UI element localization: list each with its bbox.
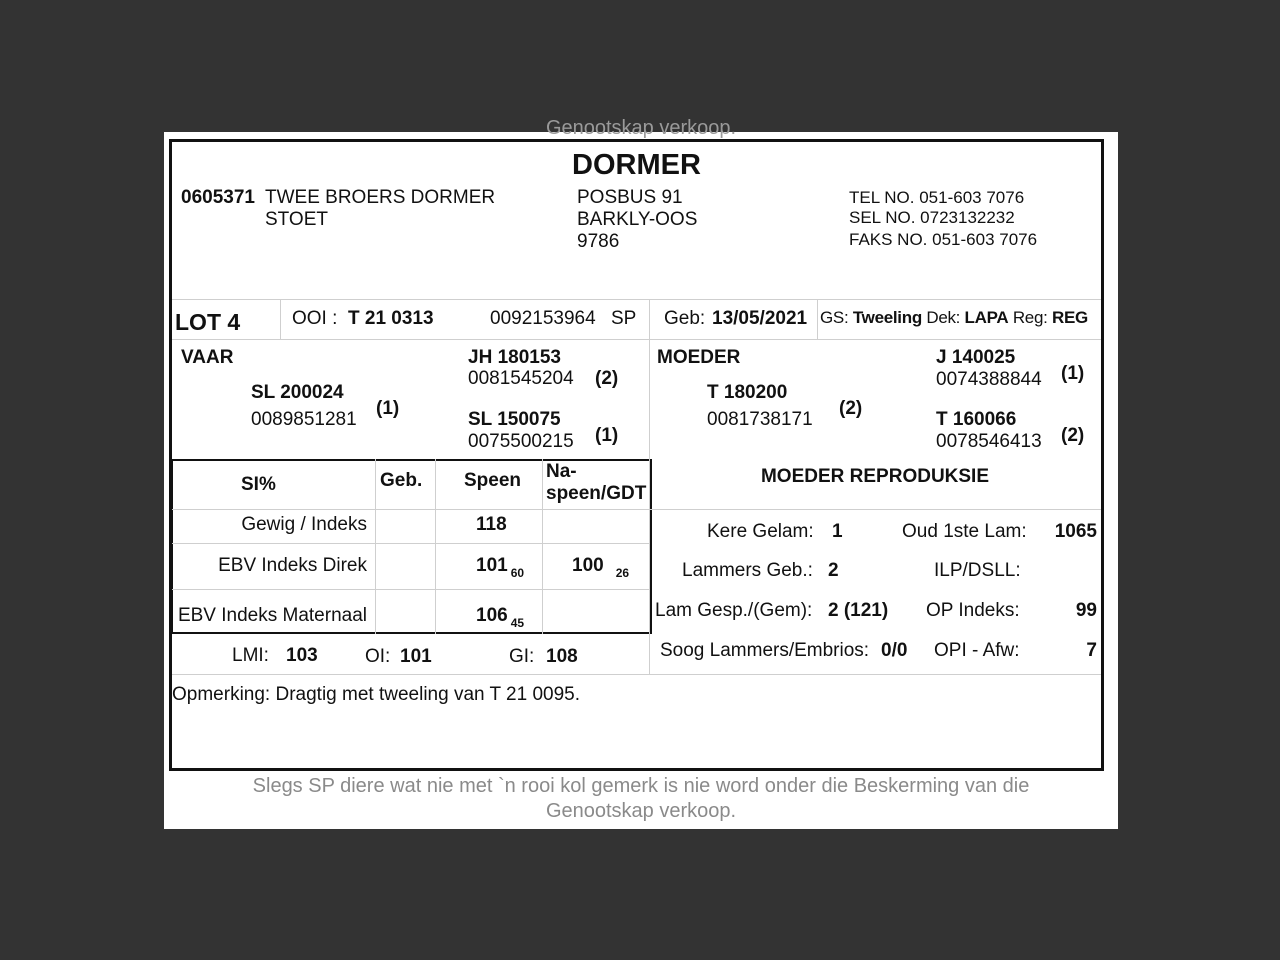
- gs-dek-reg: [820, 307, 1088, 329]
- address-line1: POSBUS 91: [577, 187, 683, 208]
- dek-value: LAPA: [964, 308, 1009, 327]
- opi-afw-label: OPI - Afw:: [934, 640, 1020, 661]
- id-number: 0092153964: [490, 308, 596, 329]
- breed-title: DORMER: [572, 149, 701, 181]
- divider: [435, 459, 436, 634]
- remark: Opmerking: Dragtig met tweeling van T 21 0095.: [172, 684, 581, 705]
- soog-label: Soog Lammers/Embrios:: [660, 640, 870, 661]
- divider: [649, 299, 650, 459]
- ooi-label: OOI :: [292, 308, 338, 329]
- divider: [172, 543, 649, 544]
- maternaal-speen-sub: 45: [510, 616, 525, 630]
- oi-label: OI:: [365, 646, 391, 667]
- op-indeks-label: OP Indeks:: [926, 600, 1020, 621]
- dam-number: 0081738171: [707, 409, 813, 430]
- sire-dam-number: 0075500215: [468, 431, 574, 452]
- dam-id: T 180200: [707, 382, 788, 403]
- sire-id: SL 200024: [251, 382, 344, 403]
- row-label-gewig: Gewig / Indeks: [241, 514, 367, 535]
- direk-speen-sub: 60: [510, 566, 525, 580]
- direk-speen: 101: [476, 555, 508, 576]
- oi-value: 101: [400, 646, 432, 667]
- breeder-name-line2: STOET: [265, 209, 328, 230]
- naspeen-header-line2: speen/GDT: [546, 483, 647, 504]
- lot-card: [169, 139, 1104, 771]
- catalogue-sheet: [164, 117, 1118, 829]
- dam-dam-number: 0078546413: [936, 431, 1042, 452]
- sel-number: SEL NO. 0723132232: [849, 208, 1015, 227]
- footer-line1: Slegs SP diere wat nie met `n rooi kol gemerk is nie word onder die Beskerming van die: [252, 775, 1030, 797]
- sire-dam-id: SL 150075: [468, 409, 561, 430]
- gewig-speen-value: [476, 514, 510, 537]
- oud-label: Oud 1ste Lam:: [902, 521, 1027, 542]
- gewig-speen: 118: [476, 514, 507, 535]
- op-indeks-value: 99: [1075, 600, 1097, 621]
- tel-number: TEL NO. 051-603 7076: [849, 188, 1025, 207]
- divider: [375, 459, 376, 634]
- lmi-label: LMI:: [232, 645, 269, 666]
- divider: [172, 299, 1101, 300]
- direk-naspeen-sub: 26: [615, 566, 630, 580]
- divider: [172, 674, 1101, 675]
- address-line2: BARKLY-OOS: [577, 209, 698, 230]
- geb-header: Geb.: [380, 470, 423, 491]
- divider: [649, 459, 650, 674]
- soog-value: 0/0: [881, 640, 908, 661]
- geb-label: Geb:: [664, 308, 706, 329]
- moeder-label: MOEDER: [657, 347, 741, 368]
- ooi-value: T 21 0313: [348, 308, 434, 329]
- dam-sire-id: J 140025: [936, 347, 1016, 368]
- sp-status: SP: [611, 308, 637, 329]
- dam-mark: (2): [839, 398, 863, 419]
- divider: [172, 509, 649, 510]
- maternaal-speen: 106: [476, 605, 508, 626]
- geb-value: 13/05/2021: [712, 308, 808, 329]
- opi-afw-value: 7: [1086, 640, 1097, 661]
- gs-label: GS:: [820, 308, 849, 327]
- divider: [542, 459, 543, 634]
- direk-naspeen: 100: [572, 555, 604, 576]
- address-line3: 9786: [577, 231, 620, 252]
- breeder-number: 0605371: [181, 187, 255, 208]
- kere-gelam-label: Kere Gelam:: [707, 521, 814, 542]
- dam-dam-mark: (2): [1061, 425, 1085, 446]
- row-label-direk: EBV Indeks Direk: [218, 555, 367, 576]
- sire-sire-mark: (2): [595, 368, 619, 389]
- divider: [172, 339, 1101, 340]
- gi-value: 108: [546, 646, 578, 667]
- direk-naspeen-value: [572, 555, 629, 578]
- row-label-maternaal: EBV Indeks Maternaal: [177, 605, 367, 626]
- gs-value: Tweeling: [852, 308, 922, 327]
- direk-speen-value: [476, 555, 524, 578]
- sire-sire-number: 0081545204: [468, 368, 574, 389]
- lam-gesp-value: 2 (121): [828, 600, 889, 621]
- cropped-footer-text: Genootskap verkoop.: [545, 117, 737, 139]
- sire-dam-mark: (1): [595, 425, 619, 446]
- reg-value: REG: [1051, 308, 1088, 327]
- lammers-geb-value: 2: [828, 560, 839, 581]
- dam-sire-number: 0074388844: [936, 369, 1042, 390]
- maternaal-speen-value: [476, 605, 524, 628]
- divider: [172, 589, 649, 590]
- gi-label: GI:: [509, 646, 535, 667]
- dam-sire-mark: (1): [1061, 363, 1085, 384]
- footer-line2: Genootskap verkoop.: [545, 800, 737, 822]
- faks-number: FAKS NO. 051-603 7076: [849, 230, 1038, 249]
- vaar-label: VAAR: [181, 347, 234, 368]
- sire-number: 0089851281: [251, 409, 357, 430]
- dek-label: Dek:: [926, 308, 961, 327]
- kere-gelam-value: 1: [832, 521, 843, 542]
- lot-number: LOT 4: [175, 309, 241, 335]
- sire-sire-id: JH 180153: [468, 347, 561, 368]
- speen-header: Speen: [464, 470, 522, 491]
- dam-dam-id: T 160066: [936, 409, 1017, 430]
- divider: [817, 299, 818, 339]
- naspeen-header-line1: Na-: [546, 461, 577, 482]
- lam-gesp-label: Lam Gesp./(Gem):: [655, 600, 813, 621]
- divider: [280, 299, 281, 339]
- reg-label: Reg:: [1012, 308, 1048, 327]
- oud-value: 1065: [1054, 521, 1097, 542]
- sire-mark: (1): [376, 398, 400, 419]
- footer-note: [164, 774, 1118, 824]
- lmi-value: 103: [286, 645, 318, 666]
- reproduction-title: MOEDER REPRODUKSIE: [760, 466, 990, 487]
- si-header: SI%: [241, 474, 276, 495]
- lammers-geb-label: Lammers Geb.:: [682, 560, 813, 581]
- breeder-name-line1: TWEE BROERS DORMER: [265, 187, 496, 208]
- divider: [649, 509, 1101, 510]
- ilp-label: ILP/DSLL:: [934, 560, 1021, 581]
